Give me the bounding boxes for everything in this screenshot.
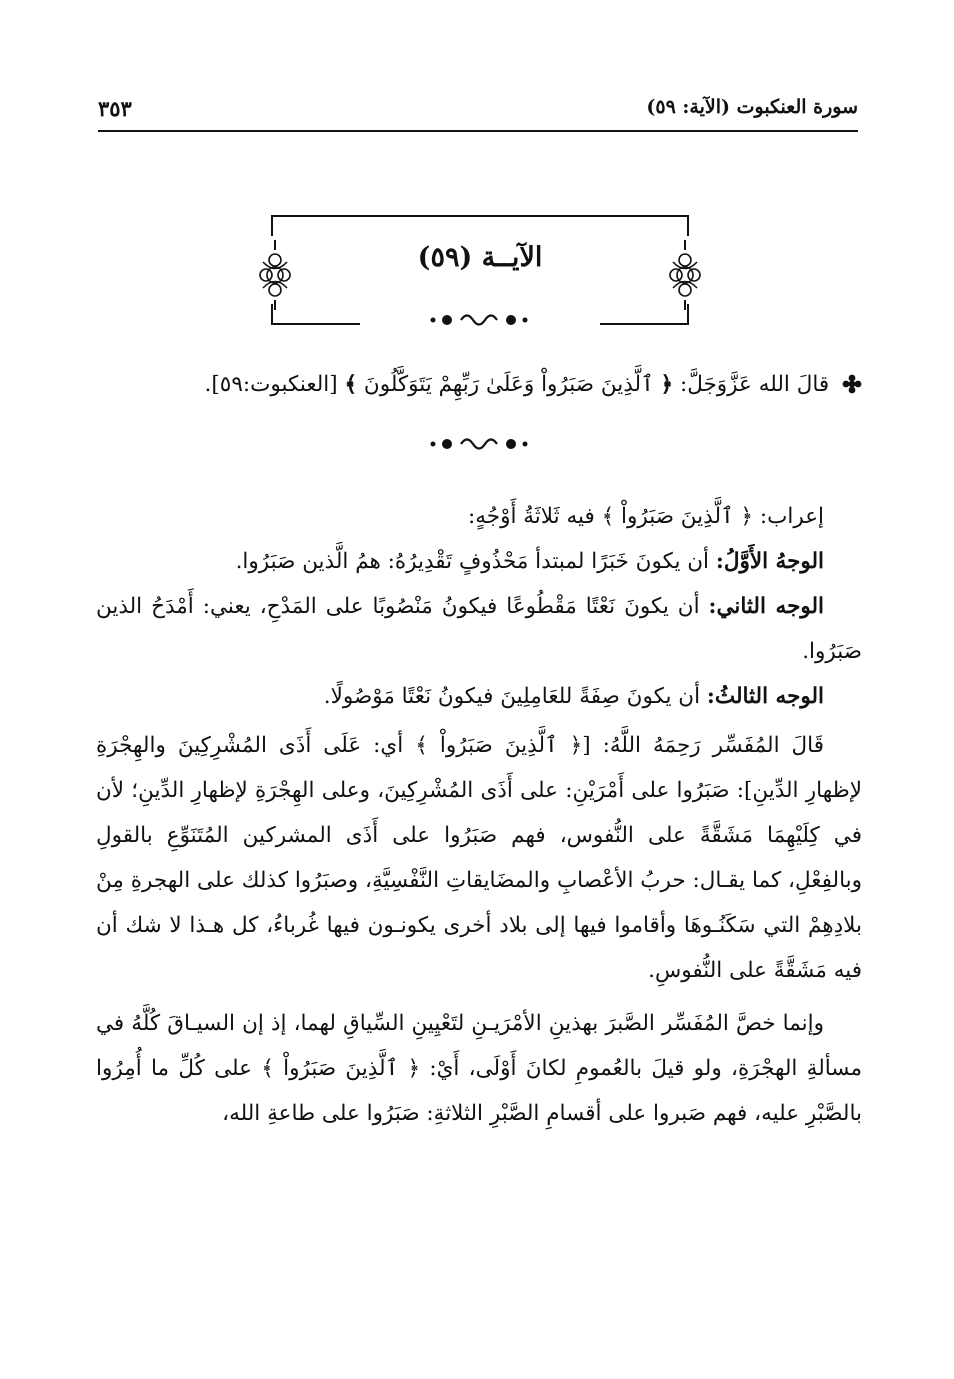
page-number: ٣٥٣ (98, 96, 132, 121)
wajh-second-text: أن يكونَ نَعْتًا مَقْطُوعًا فيكونُ مَنْصُوبًا على المَدْحِ، يعني: أَمْدَحُ الذين صَبَرُوا. (96, 594, 862, 664)
main-text (96, 494, 862, 1136)
verse-title-frame (250, 212, 710, 332)
wajh-second-paragraph (96, 584, 862, 674)
wajh-first-label: الوجهُ الأَوَّلُ: (715, 549, 824, 574)
ornate-bracket-open: ﴿ (660, 372, 674, 397)
wajh-third-paragraph (96, 674, 862, 719)
ornamental-divider-icon (425, 432, 535, 456)
rosette-icon (842, 374, 862, 394)
wajh-first-paragraph (96, 539, 862, 584)
verse-reference: [العنكبوت:٥٩]. (204, 372, 338, 397)
header-title: سورة العنكبوت (الآية: ٥٩) (646, 96, 858, 118)
specification-paragraph: وإنما خصَّ المُفَسِّر الصَّبرَ بهذينِ الأمْرَيـنِ لتَعْيِينِ السِّياقِ لهما، إذ إن السيـاقَ كُلَّهُ في مسألةِ الهجْرَةِ، ولو قيلَ بالعُمومِ لكانَ أَوْلَى، أَيْ: ﴿ ٱلَّذِينَ صَبَرُواْ ﴾ على كُلِّ ما أُمِرُوا بالصَّبْرِ عليه، فهم صَبروا على أقسامِ الصَّبْرِ الثلاثةِ: صَبَرُوا على طاعةِ الله، (96, 1011, 862, 1126)
verse-intro: قالَ الله عَزَّوَجَلَّ: (679, 372, 830, 397)
verse-number-title: الآيــة (٥٩) (417, 242, 543, 273)
verse-text: ٱلَّذِينَ صَبَرُواْ وَعَلَىٰ رَبِّهِمْ يَتَوَكَّلُونَ (363, 372, 654, 397)
wajh-second-label: الوجه الثاني: (708, 594, 824, 619)
irab-paragraph (96, 494, 862, 539)
mufassir-paragraph: قَالَ المُفَسِّر رَحِمَهُ اللَّهُ: [﴿ ٱلَّذِينَ صَبَرُواْ ﴾ أي: عَلَى أَذَى المُشْرِكِينَ والهِجْرَةِ لإظهارِ الدِّينِ]: صَبَرُوا على أَمْرَيْنِ: على أَذَى المُشْرِكِينَ، وعلى الهِجْرَةِ لإظهارِ الدِّينِ؛ لأن في كِلَيْهِمَا مَشَقَّةً على النُّفوس، فهم صَبَرُوا على أَذَى المشركين المُتَنَوِّعِ بالقولِ وبالفِعْلِ، كما يقـال: حربُ الأعْصابِ والمضَايقاتِ النَّفْسِيَّةِ، وصبَرُوا كذلك على الهجرةِ مِنْ بلادِهِمْ التي سَكَنُـوهَا وأقاموا فيها إلى بلاد أخرى يكونـون فيها غُرباءُ، كل هـذا لا شك أن فيه مَشَقَّةً على النُّفوسِ. (96, 733, 862, 983)
irab-quote: ﴿ ٱلَّذِينَ صَبَرُواْ ﴾ (601, 504, 754, 529)
ornamental-divider-icon (425, 308, 535, 332)
wajh-first-text: أن يكونَ خَبَرًا لمبتدأ مَحْذُوفٍ تَقْدِيرُهُ: همُ الَّذين صَبَرُوا. (235, 549, 710, 574)
running-header (98, 96, 858, 132)
quranic-verse (96, 362, 862, 407)
irab-rest: فيه ثَلاثَةُ أَوْجُهٍ: (468, 504, 595, 529)
knot-ornament-icon (258, 240, 292, 310)
wajh-third-text: أن يكونَ صِفَةً للعَامِلِينَ فيكونُ نَعْتًا مَوْصُولًا. (323, 684, 701, 709)
wajh-third-label: الوجه الثالثُ: (706, 684, 824, 709)
ornate-bracket-close: ﴾ (344, 372, 358, 397)
irab-label: إعراب: (759, 504, 824, 529)
knot-ornament-icon (668, 240, 702, 310)
